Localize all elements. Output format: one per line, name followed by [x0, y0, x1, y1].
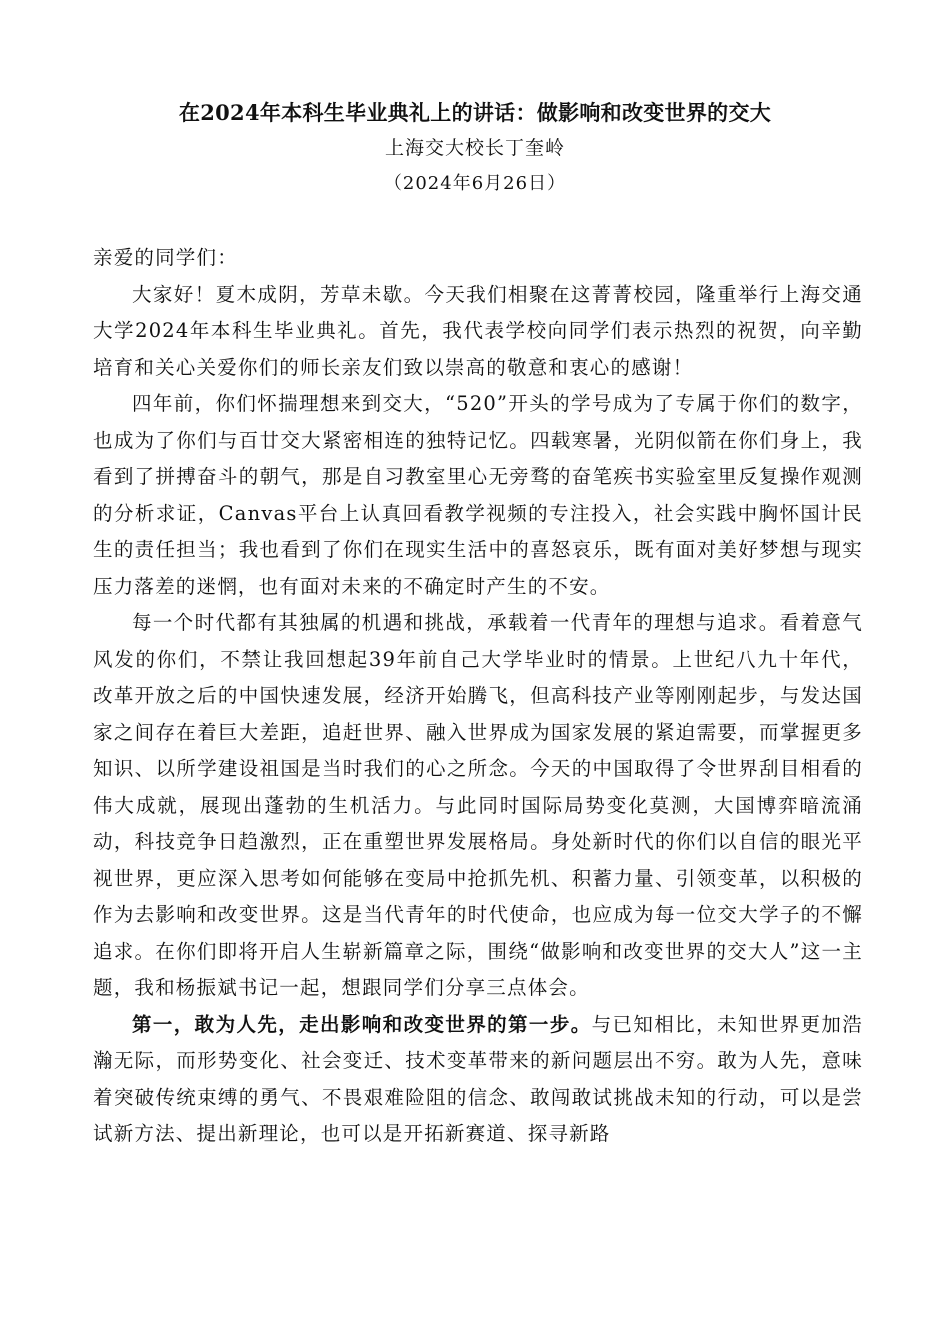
paragraph-four-years: 四年前，你们怀揣理想来到交大，“520”开头的学号成为了专属于你们的数字，也成为了你们与百廿交大紧密相连的独特记忆。四载寒暑，光阴似箭在你们身上，我看到了拼搏奋斗的朝气，那是自习教室里心无旁骛的奋笔疾书实验室里反复操作观测的分析求证，Canvas平台上认真回看教学视频的专注投入，社会实践中胸怀国计民生的责任担当；我也看到了你们在现实生活中的喜怒哀乐，既有面对美好梦想与现实压力落差的迷惘，也有面对未来的不确定时产生的不安。	[93, 392, 863, 598]
section-one-heading: 第一，敢为人先，走出影响和改变世界的第一步。	[132, 1012, 592, 1036]
speech-body	[93, 240, 863, 1153]
section-one-text: 与已知相比，未知世界更加浩瀚无际，而形势变化、社会变迁、技术变革带来的新问题层出不穷。敢为人先，意味着突破传统束缚的勇气、不畏艰难险阻的信念、敢闯敢试挑战未知的行动，可以是尝试新方法、提出新理论，也可以是开拓新赛道、探寻新路	[93, 1012, 863, 1145]
paragraph-era: 每一个时代都有其独属的机遇和挑战，承载着一代青年的理想与追求。看着意气风发的你们，不禁让我回想起39年前自己大学毕业时的情景。上世纪八九十年代，改革开放之后的中国快速发展，经济开始腾飞，但高科技产业等刚刚起步，与发达国家之间存在着巨大差距，追赶世界、融入世界成为国家发展的紧迫需要，而掌握更多知识、以所学建设祖国是当时我们的心之所念。今天的中国取得了令世界刮目相看的伟大成就，展现出蓬勃的生机活力。与此同时国际局势变化莫测，大国博弈暗流涌动，科技竞争日趋激烈，正在重塑世界发展格局。身处新时代的你们以自信的眼光平视世界，更应深入思考如何能够在变局中抢抓先机、积蓄力量、引领变革，以积极的作为去影响和改变世界。这是当代青年的时代使命，也应成为每一位交大学子的不懈追求。在你们即将开启人生崭新篇章之际，围绕“做影响和改变世界的交大人”这一主题，我和杨振斌书记一起，想跟同学们分享三点体会。	[93, 611, 863, 999]
paragraph-opening: 大家好！夏木成阴，芳草未歇。今天我们相聚在这菁菁校园，隆重举行上海交通大学2024年本科生毕业典礼。首先，我代表学校向同学们表示热烈的祝贺，向辛勤培育和关心关爱你们的师长亲友们致以崇高的敬意和衷心的感谢！	[93, 282, 863, 379]
speaker-line: 上海交大校长丁奎岭	[384, 137, 565, 159]
speech-date: （2024年6月26日）	[383, 173, 567, 194]
speech-title: 在2024年本科生毕业典礼上的讲话：做影响和改变世界的交大	[178, 100, 772, 125]
paragraph-section-one	[93, 1007, 863, 1153]
greeting: 亲爱的同学们：	[93, 246, 238, 269]
